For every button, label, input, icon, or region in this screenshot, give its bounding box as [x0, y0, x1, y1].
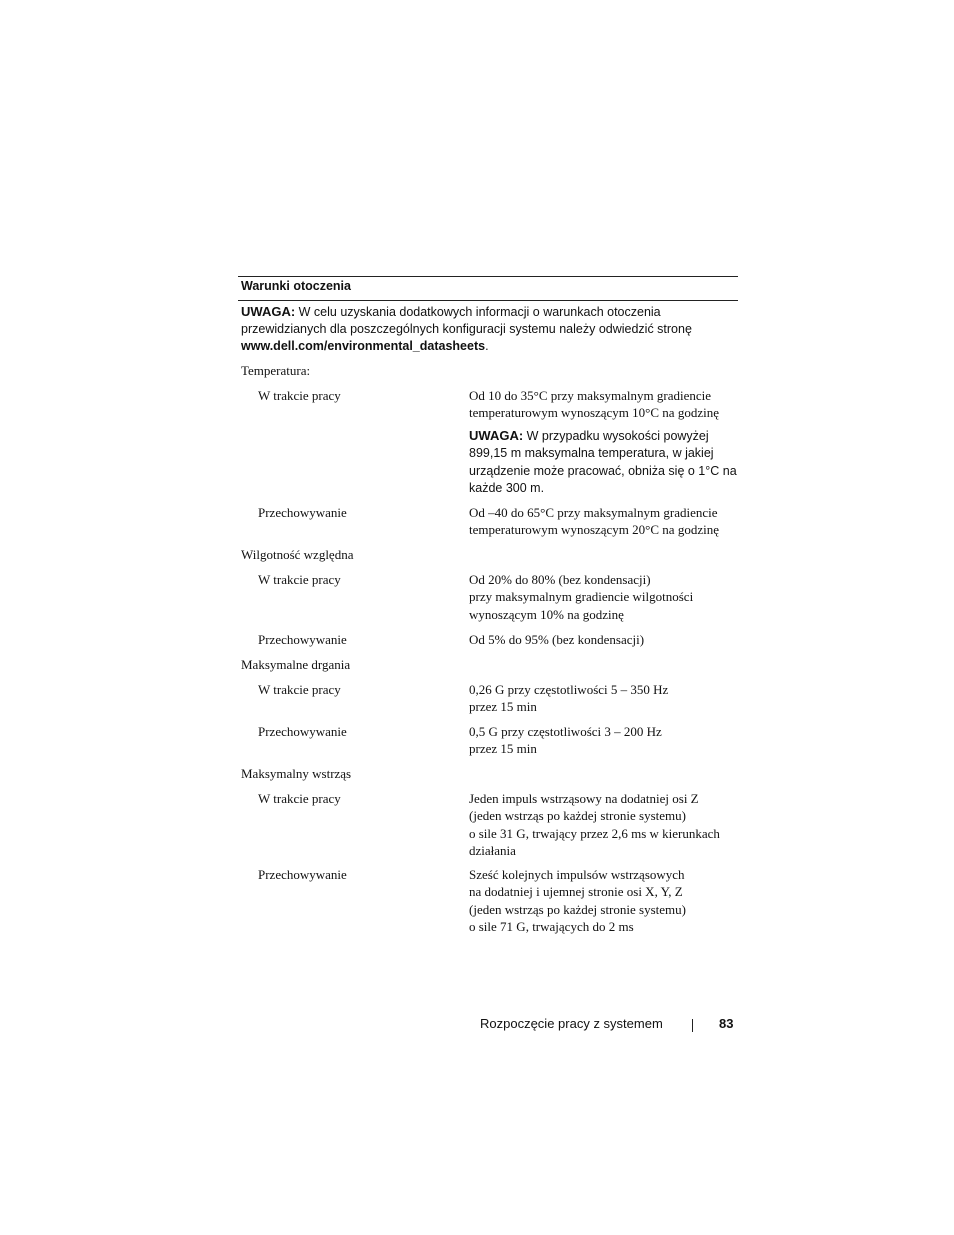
vibration-storage-value — [469, 723, 739, 758]
value-line: działania — [469, 842, 516, 858]
humidity-storage-value — [469, 631, 739, 648]
value-line: Od 5% do 95% (bez kondensacji) — [469, 632, 645, 647]
footer-separator — [692, 1019, 693, 1032]
value-line: Sześć kolejnych impulsów wstrząsowych — [469, 867, 685, 882]
shock-heading: Maksymalny wstrząs — [241, 766, 352, 781]
temperature-operating-note — [469, 427, 739, 497]
temperature-storage-value — [469, 504, 739, 539]
temperature-storage-label: Przechowywanie — [258, 505, 347, 520]
note-text-end: . — [485, 339, 489, 353]
page-number: 83 — [719, 1016, 734, 1031]
note — [241, 303, 711, 355]
value-line: przez 15 min — [469, 699, 537, 715]
value-line: o sile 71 G, trwających do 2 ms — [469, 918, 634, 934]
top-rule — [238, 276, 738, 277]
table-title: Warunki otoczenia — [241, 279, 351, 293]
value-line: przy maksymalnym gradiencie wilgotności — [469, 589, 694, 605]
humidity-storage-label: Przechowywanie — [258, 632, 347, 647]
vibration-heading: Maksymalne drgania — [241, 657, 351, 672]
temperature-operating-label: W trakcie pracy — [258, 388, 341, 403]
vibration-operating-value — [469, 681, 739, 716]
footer-chapter-title: Rozpoczęcie pracy z systemem — [480, 1016, 663, 1031]
humidity-operating-label: W trakcie pracy — [258, 572, 341, 587]
note-link[interactable]: www.dell.com/environmental_datasheets — [241, 339, 486, 353]
value-line: 0,5 G przy częstotliwości 3 – 200 Hz — [469, 724, 662, 739]
value-line: przez 15 min — [469, 741, 537, 757]
temperature-heading: Temperatura: — [241, 363, 311, 378]
subnote-label: UWAGA: — [469, 428, 524, 443]
vibration-storage-label: Przechowywanie — [258, 724, 347, 739]
temperature-operating-value — [469, 387, 739, 422]
value-line: 0,26 G przy częstotliwości 5 – 350 Hz — [469, 682, 669, 697]
value-line: Od –40 do 65°C przy maksymalnym gradiencie — [469, 505, 718, 520]
shock-operating-value — [469, 790, 739, 859]
value-line: (jeden wstrząs po każdej stronie systemu) — [469, 808, 686, 824]
shock-storage-label: Przechowywanie — [258, 867, 347, 882]
shock-storage-value — [469, 866, 739, 935]
shock-operating-label: W trakcie pracy — [258, 791, 341, 806]
humidity-operating-value — [469, 571, 739, 623]
value-line: wynoszącym 10% na godzinę — [469, 606, 624, 622]
vibration-operating-label: W trakcie pracy — [258, 682, 341, 697]
value-line: na dodatniej i ujemnej stronie osi X, Y, Z — [469, 884, 683, 900]
value-line: o sile 31 G, trwający przez 2,6 ms w kierunkach — [469, 825, 720, 841]
note-text: W celu uzyskania dodatkowych informacji o warunkach otoczenia przewidzianych dla poszczególnych konfiguracji systemu należy odwiedzić stronę — [241, 305, 692, 336]
value-line: (jeden wstrząs po każdej stronie systemu) — [469, 901, 686, 917]
humidity-heading: Wilgotność względna — [241, 547, 354, 562]
header-rule — [238, 300, 738, 301]
subnote-text: W przypadku wysokości powyżej 899,15 m maksymalna temperatura, w jakiej urządzenie może pracować, obniża się o 1°C na każde 300 m. — [469, 429, 737, 495]
value-line: temperaturowym wynoszącym 20°C na godzinę — [469, 522, 719, 538]
note-label: UWAGA: — [241, 304, 296, 319]
value-line: Jeden impuls wstrząsowy na dodatniej osi Z — [469, 791, 699, 806]
value-line: Od 20% do 80% (bez kondensacji) — [469, 572, 651, 587]
value-line: Od 10 do 35°C przy maksymalnym gradiencie — [469, 388, 712, 403]
value-line: temperaturowym wynoszącym 10°C na godzinę — [469, 405, 719, 421]
